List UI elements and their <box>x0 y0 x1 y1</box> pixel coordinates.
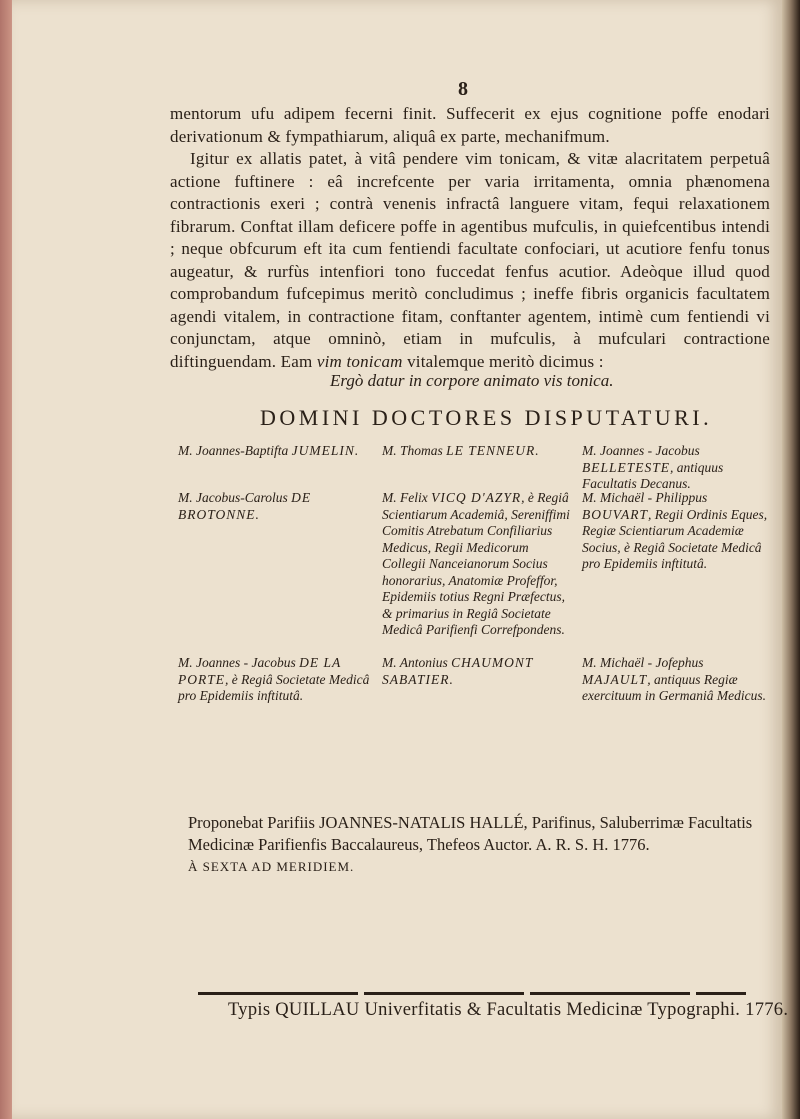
doctor-name: M. Joannes - Jacobus <box>582 443 700 458</box>
paragraph-1: mentorum ufu adipem fecerni finit. Suffecerit ex ejus cognitione poffe enodari derivationum & fympathiarum, aliquâ ex parte, mechanifmum. <box>170 104 770 146</box>
doctor-surname: LE TENNEUR. <box>446 443 540 458</box>
doctor-entry <box>382 655 574 688</box>
paragraph-2-text: Igitur ex allatis patet, à vitâ pendere vim tonicam, & vitæ alacritatem perpetuâ actione fuftinere : eâ increfcente per varia irritamenta, omnia phænomena contractionis exeri ; contrà venenis infractâ languere vitam, fequi relaxationem fibrarum. Conftat illam deficere poffe in agentibus mufculis, in quiefcentibus intendi ; neque obfcurum eft ita cum fentiendi facultate confociari, ut acutiore fenfu tonus augeatur, & rurfùs intenfiori tono fuccedat fenfus acutior. Adeòque illud quod comprobandum fufcepimus meritò concludimus ; ineffe fibris organicis facultatem agendi vitalem, in contractione fitam, conftanter agentem, intimè cum fentiendi vi conjunctam, atque omninò, etiam in mufculis, à mufculari contractione diftinguendam. Eam <box>170 149 770 371</box>
doctor-title: , è Regiâ Scientiarum Academiâ, Sereniffimi Comitis Atrebatum Confiliarius Medicus, Regii Medicorum Collegii Nanceianorum Socius honorarius, Anatomiæ Profeffor, Epidemiis totius Regni Præfectus, & primarius in Regiâ Societate Medicâ Parifienfi Correfpondens. <box>382 490 570 637</box>
doctor-surname: JUMELIN. <box>291 443 360 458</box>
page-number: 8 <box>458 78 468 100</box>
doctor-surname: DE LA PORTE <box>178 655 341 687</box>
doctor-entry <box>178 655 373 705</box>
doctor-surname: MAJAULT <box>582 671 648 687</box>
book-page-edge <box>782 0 800 1119</box>
doctor-name: M. Michaël - Jofephus <box>582 655 704 670</box>
doctor-entry <box>382 443 574 460</box>
divider-rule <box>198 992 746 995</box>
proponebat-text: Proponebat Parifiis JOANNES-NATALIS HALLÉ, Parifinus, Saluberrimæ Facultatis Medicinæ Parifienfis Baccalaureus, Thefeos Auctor. A. R. S. H. 1776. <box>188 813 753 854</box>
paragraph-2-italic: vim tonicam <box>316 351 403 371</box>
doctor-entry <box>178 490 373 523</box>
doctor-title: , è Regiâ Societate Medicâ pro Epidemiis inftitutâ. <box>178 671 370 703</box>
proponebat-time: À SEXTA AD MERIDIEM. <box>188 859 355 874</box>
doctor-name: M. Joannes-Baptifta <box>178 443 289 458</box>
doctor-name: M. Antonius <box>382 655 448 670</box>
printer-imprint: Typis QUILLAU Univerfitatis & Facultatis Medicinæ Typographi. 1776. <box>228 1000 789 1020</box>
paragraph-2-tail: vitalemque meritò dicimus : <box>407 351 604 371</box>
doctor-name: M. Thomas <box>382 443 443 458</box>
doctor-entry <box>582 655 772 705</box>
doctor-title: , Regii Ordinis Eques, Regiæ Scientiarum Academiæ Socius, è Regiâ Societate Medicâ pro Epidemiis inftitutâ. <box>582 506 768 571</box>
doctor-name: M. Jacobus-Carolus <box>178 490 288 505</box>
conclusion: Ergò datur in corpore animato vis tonica. <box>330 371 614 390</box>
section-heading: DOMINI DOCTORES DISPUTATURI. <box>260 405 713 430</box>
doctor-surname: BELLETESTE <box>582 459 671 475</box>
doctor-name: M. Michaël - Philippus <box>582 490 708 505</box>
paragraph-2 <box>170 148 770 373</box>
doctor-name: M. Felix <box>382 490 428 505</box>
doctor-surname: CHAUMONT SABATIER. <box>382 655 534 687</box>
doctor-entry <box>582 490 772 573</box>
doctor-title: , antiquus Facultatis Decanus. <box>582 459 724 491</box>
doctor-surname: BOUVART <box>582 506 648 522</box>
doctor-surname: VICQ D'AZYR <box>431 490 522 505</box>
doctor-entry <box>178 443 373 460</box>
proponebat-statement <box>188 812 783 878</box>
doctor-surname: DE BROTONNE. <box>178 490 312 522</box>
doctor-entry <box>382 490 574 639</box>
doctor-title: , antiquus Regiæ exercituum in Germaniâ Medicus. <box>582 671 766 703</box>
doctor-name: M. Joannes - Jacobus <box>178 655 296 670</box>
doctor-entry <box>582 443 772 493</box>
